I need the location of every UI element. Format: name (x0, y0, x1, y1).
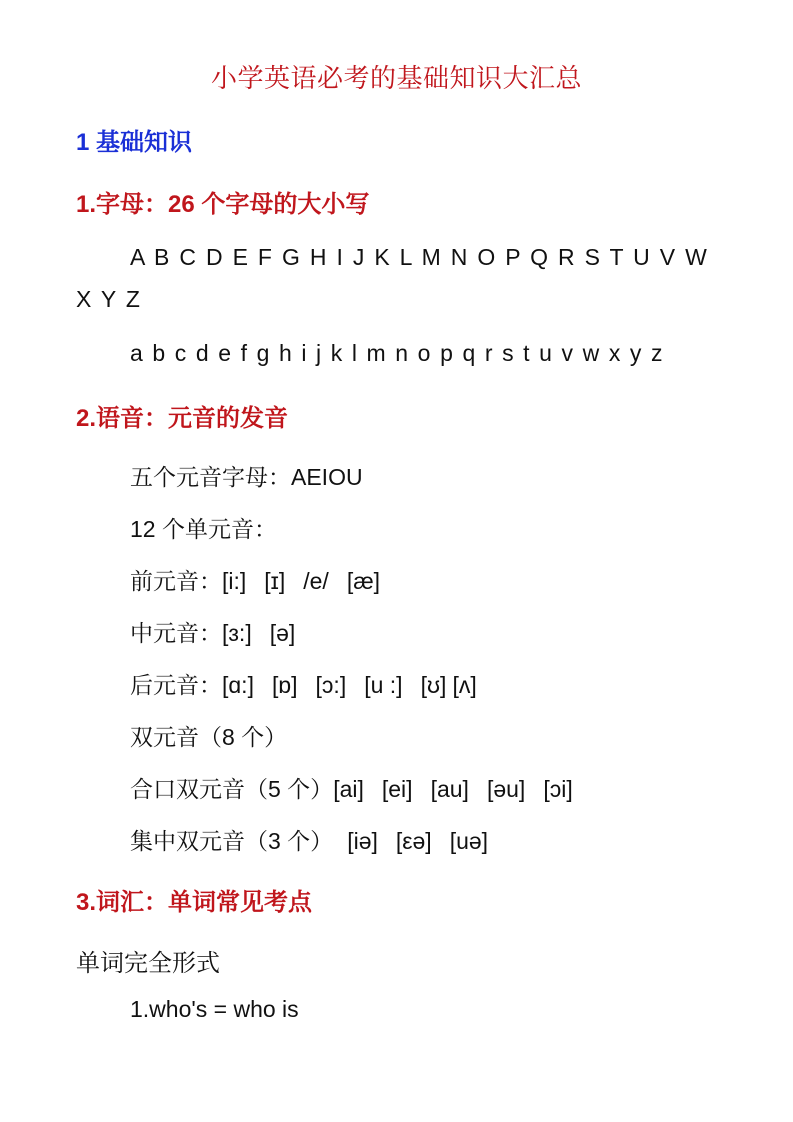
closing-diphthongs-line (130, 771, 573, 804)
phonetic-symbol: [au] (430, 776, 469, 802)
phonetic-symbol: [ɪ] (264, 568, 286, 594)
five-vowels-line (130, 459, 363, 492)
phonetic-symbol: [ɔi] (543, 776, 573, 802)
phonetic-symbol: [ai] (333, 776, 364, 802)
central-vowels-label: 中元音： (130, 620, 222, 646)
phonetic-symbol: [ʊ] (420, 672, 447, 698)
back-vowels-line (130, 667, 477, 700)
uppercase-letters-line-1: A B C D E F G H I J K L M N O P Q R S T U V W (130, 244, 709, 270)
phonetic-symbol: [əu] (486, 776, 526, 802)
document-title: 小学英语必考的基础知识大汇总 (210, 64, 582, 94)
front-vowels-label: 前元音： (130, 568, 222, 594)
heading-letters: 1.字母：26 个字母的大小写 (76, 191, 370, 218)
phonetic-symbol: [ei] (381, 776, 413, 802)
phonetic-symbol: [ɑ:] (222, 672, 254, 698)
centering-diphthongs-label: 集中双元音（3 个） (130, 828, 334, 854)
centering-diphthongs-line (130, 823, 488, 856)
lowercase-letters: a b c d e f g h i j k l m n o p q r s t u v w x y z (130, 340, 665, 366)
phonetic-symbol: [i:] (222, 568, 247, 594)
five-vowels-value: AEIOU (291, 464, 363, 490)
phonetic-symbol: [ɔ:] (315, 672, 347, 698)
closing-diphthongs-label: 合口双元音（5 个） (130, 776, 334, 802)
diphthongs-label: 双元音（8 个） (130, 724, 288, 750)
central-vowels-line (130, 615, 295, 648)
five-vowels-label: 五个元音字母： (130, 464, 291, 490)
phonetic-symbol: [ɜ:] (222, 620, 252, 646)
phonetic-symbol: [u :] (364, 672, 403, 698)
phonetic-symbol: [æ] (346, 568, 381, 594)
back-vowels-label: 后元音： (130, 672, 222, 698)
heading-phonetics: 2.语音：元音的发音 (76, 405, 289, 432)
phonetic-symbol: [ə] (269, 620, 296, 646)
phonetic-symbol: /e/ (303, 568, 329, 594)
front-vowels-line (130, 563, 380, 596)
phonetic-symbol: [uə] (449, 828, 489, 854)
section-heading-basics: 1 基础知识 (76, 129, 193, 156)
full-forms-heading: 单词完全形式 (76, 950, 220, 977)
twelve-monophthongs-label: 12 个单元音： (130, 516, 277, 542)
uppercase-letters-line-2: X Y Z (76, 286, 142, 312)
heading-vocabulary: 3.词汇：单词常见考点 (76, 889, 313, 916)
phonetic-symbol: [ʌ] (452, 672, 477, 698)
phonetic-symbol: [ɒ] (271, 672, 298, 698)
full-forms-item: 1.who's = who is (130, 996, 299, 1022)
phonetic-symbol: [iə] (347, 828, 378, 854)
phonetic-symbol: [εə] (395, 828, 432, 854)
